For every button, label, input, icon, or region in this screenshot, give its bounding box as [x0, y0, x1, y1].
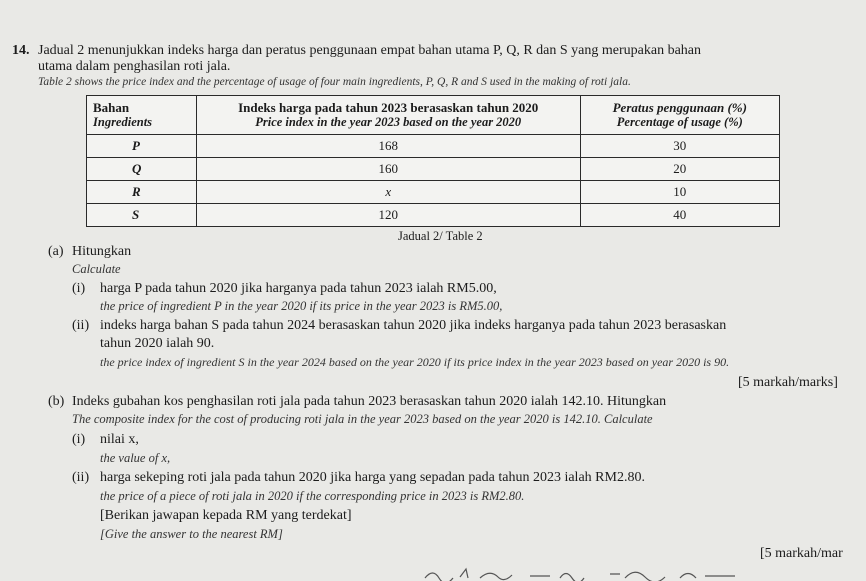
table-row: [87, 158, 780, 181]
part-a-i-label: (i): [72, 281, 86, 296]
part-a-label: (a): [48, 244, 64, 259]
cell-index: 120: [196, 204, 580, 227]
part-a-marks: [5 markah/marks]: [738, 375, 838, 390]
cell-ingredient: Q: [87, 158, 197, 181]
intro-ms-line-1: Jadual 2 menunjukkan indeks harga dan peratus penggunaan empat bahan utama P, Q, R dan S yang merupakan bahan: [38, 43, 702, 58]
header-price-index-en: Price index in the year 2023 based on the year 2020: [255, 115, 522, 129]
part-a-title-ms: Hitungkan: [72, 244, 132, 259]
cell-index: x: [196, 181, 580, 204]
table-caption: Jadual 2/ Table 2: [398, 229, 483, 243]
header-usage-ms: Peratus penggunaan (%): [612, 100, 747, 115]
cell-ingredient: R: [87, 181, 197, 204]
part-b-i-ms: nilai x,: [100, 432, 139, 447]
part-b-ii-ms: harga sekeping roti jala pada tahun 2020 jika harga yang sepadan pada tahun 2023 ialah RM2.80.: [100, 470, 645, 485]
price-index-table: [86, 95, 780, 227]
part-a-ii-ms: indeks harga bahan S pada tahun 2024 berasaskan tahun 2020 jika indeks harganya pada tahun 2023 berasaskan: [100, 318, 727, 333]
part-b-marks: [5 markah/mar: [760, 546, 843, 561]
table-row: [87, 181, 780, 204]
part-a-ii-ms-2: tahun 2020 ialah 90.: [100, 336, 215, 351]
part-b-note-ms: [Berikan jawapan kepada RM yang terdekat]: [100, 508, 352, 523]
header-usage-en: Percentage of usage (%): [616, 115, 743, 129]
handwriting-scribble: [420, 566, 760, 581]
cell-usage: 40: [580, 204, 779, 227]
cell-index: 168: [196, 135, 580, 158]
cell-ingredient: P: [87, 135, 197, 158]
cell-usage: 20: [580, 158, 779, 181]
table-row: [87, 204, 780, 227]
header-price-index-ms: Indeks harga pada tahun 2023 berasaskan tahun 2020: [238, 100, 539, 115]
part-a-i-en: the price of ingredient P in the year 2020 if its price in the year 2023 is RM5.00,: [100, 299, 503, 313]
part-b-ii-label: (ii): [72, 470, 90, 485]
part-b-i-en: the value of x,: [100, 451, 171, 465]
cell-usage: 30: [580, 135, 779, 158]
part-b-text-en: The composite index for the cost of producing roti jala in the year 2023 based on the year 2020 is 142.10. Calculate: [72, 412, 653, 426]
part-a-title-en: Calculate: [72, 262, 121, 276]
part-b-text-ms: Indeks gubahan kos penghasilan roti jala pada tahun 2023 berasaskan tahun 2020 ialah 142.10. Hitungkan: [72, 394, 667, 409]
part-b-ii-en: the price of a piece of roti jala in 2020 if the corresponding price in 2023 is RM2.80.: [100, 489, 525, 503]
part-a-ii-en: the price index of ingredient S in the year 2024 based on the year 2020 if its price index in the year 2023 based on year 2020 is 90.: [100, 355, 730, 369]
header-ingredients-en: Ingredients: [93, 115, 153, 129]
table-row: [87, 135, 780, 158]
question-number: 14.: [12, 43, 30, 58]
header-price-index: [196, 96, 580, 135]
intro-ms-line-2: utama dalam penghasilan roti jala.: [38, 59, 231, 74]
intro-en: Table 2 shows the price index and the percentage of usage of four main ingredients, P, Q, R and S used in the making of roti jala.: [38, 76, 631, 88]
part-a-ii-label: (ii): [72, 318, 90, 333]
cell-index: 160: [196, 158, 580, 181]
header-usage: [580, 96, 779, 135]
part-b-i-label: (i): [72, 432, 86, 447]
part-a-i-ms: harga P pada tahun 2020 jika harganya pada tahun 2023 ialah RM5.00,: [100, 281, 497, 296]
header-ingredients-ms: Bahan: [93, 100, 130, 115]
part-b-label: (b): [48, 394, 65, 409]
part-b-note-en: [Give the answer to the nearest RM]: [100, 527, 283, 541]
table-header-row: [87, 96, 780, 135]
cell-ingredient: S: [87, 204, 197, 227]
header-ingredients: [87, 96, 197, 135]
cell-usage: 10: [580, 181, 779, 204]
